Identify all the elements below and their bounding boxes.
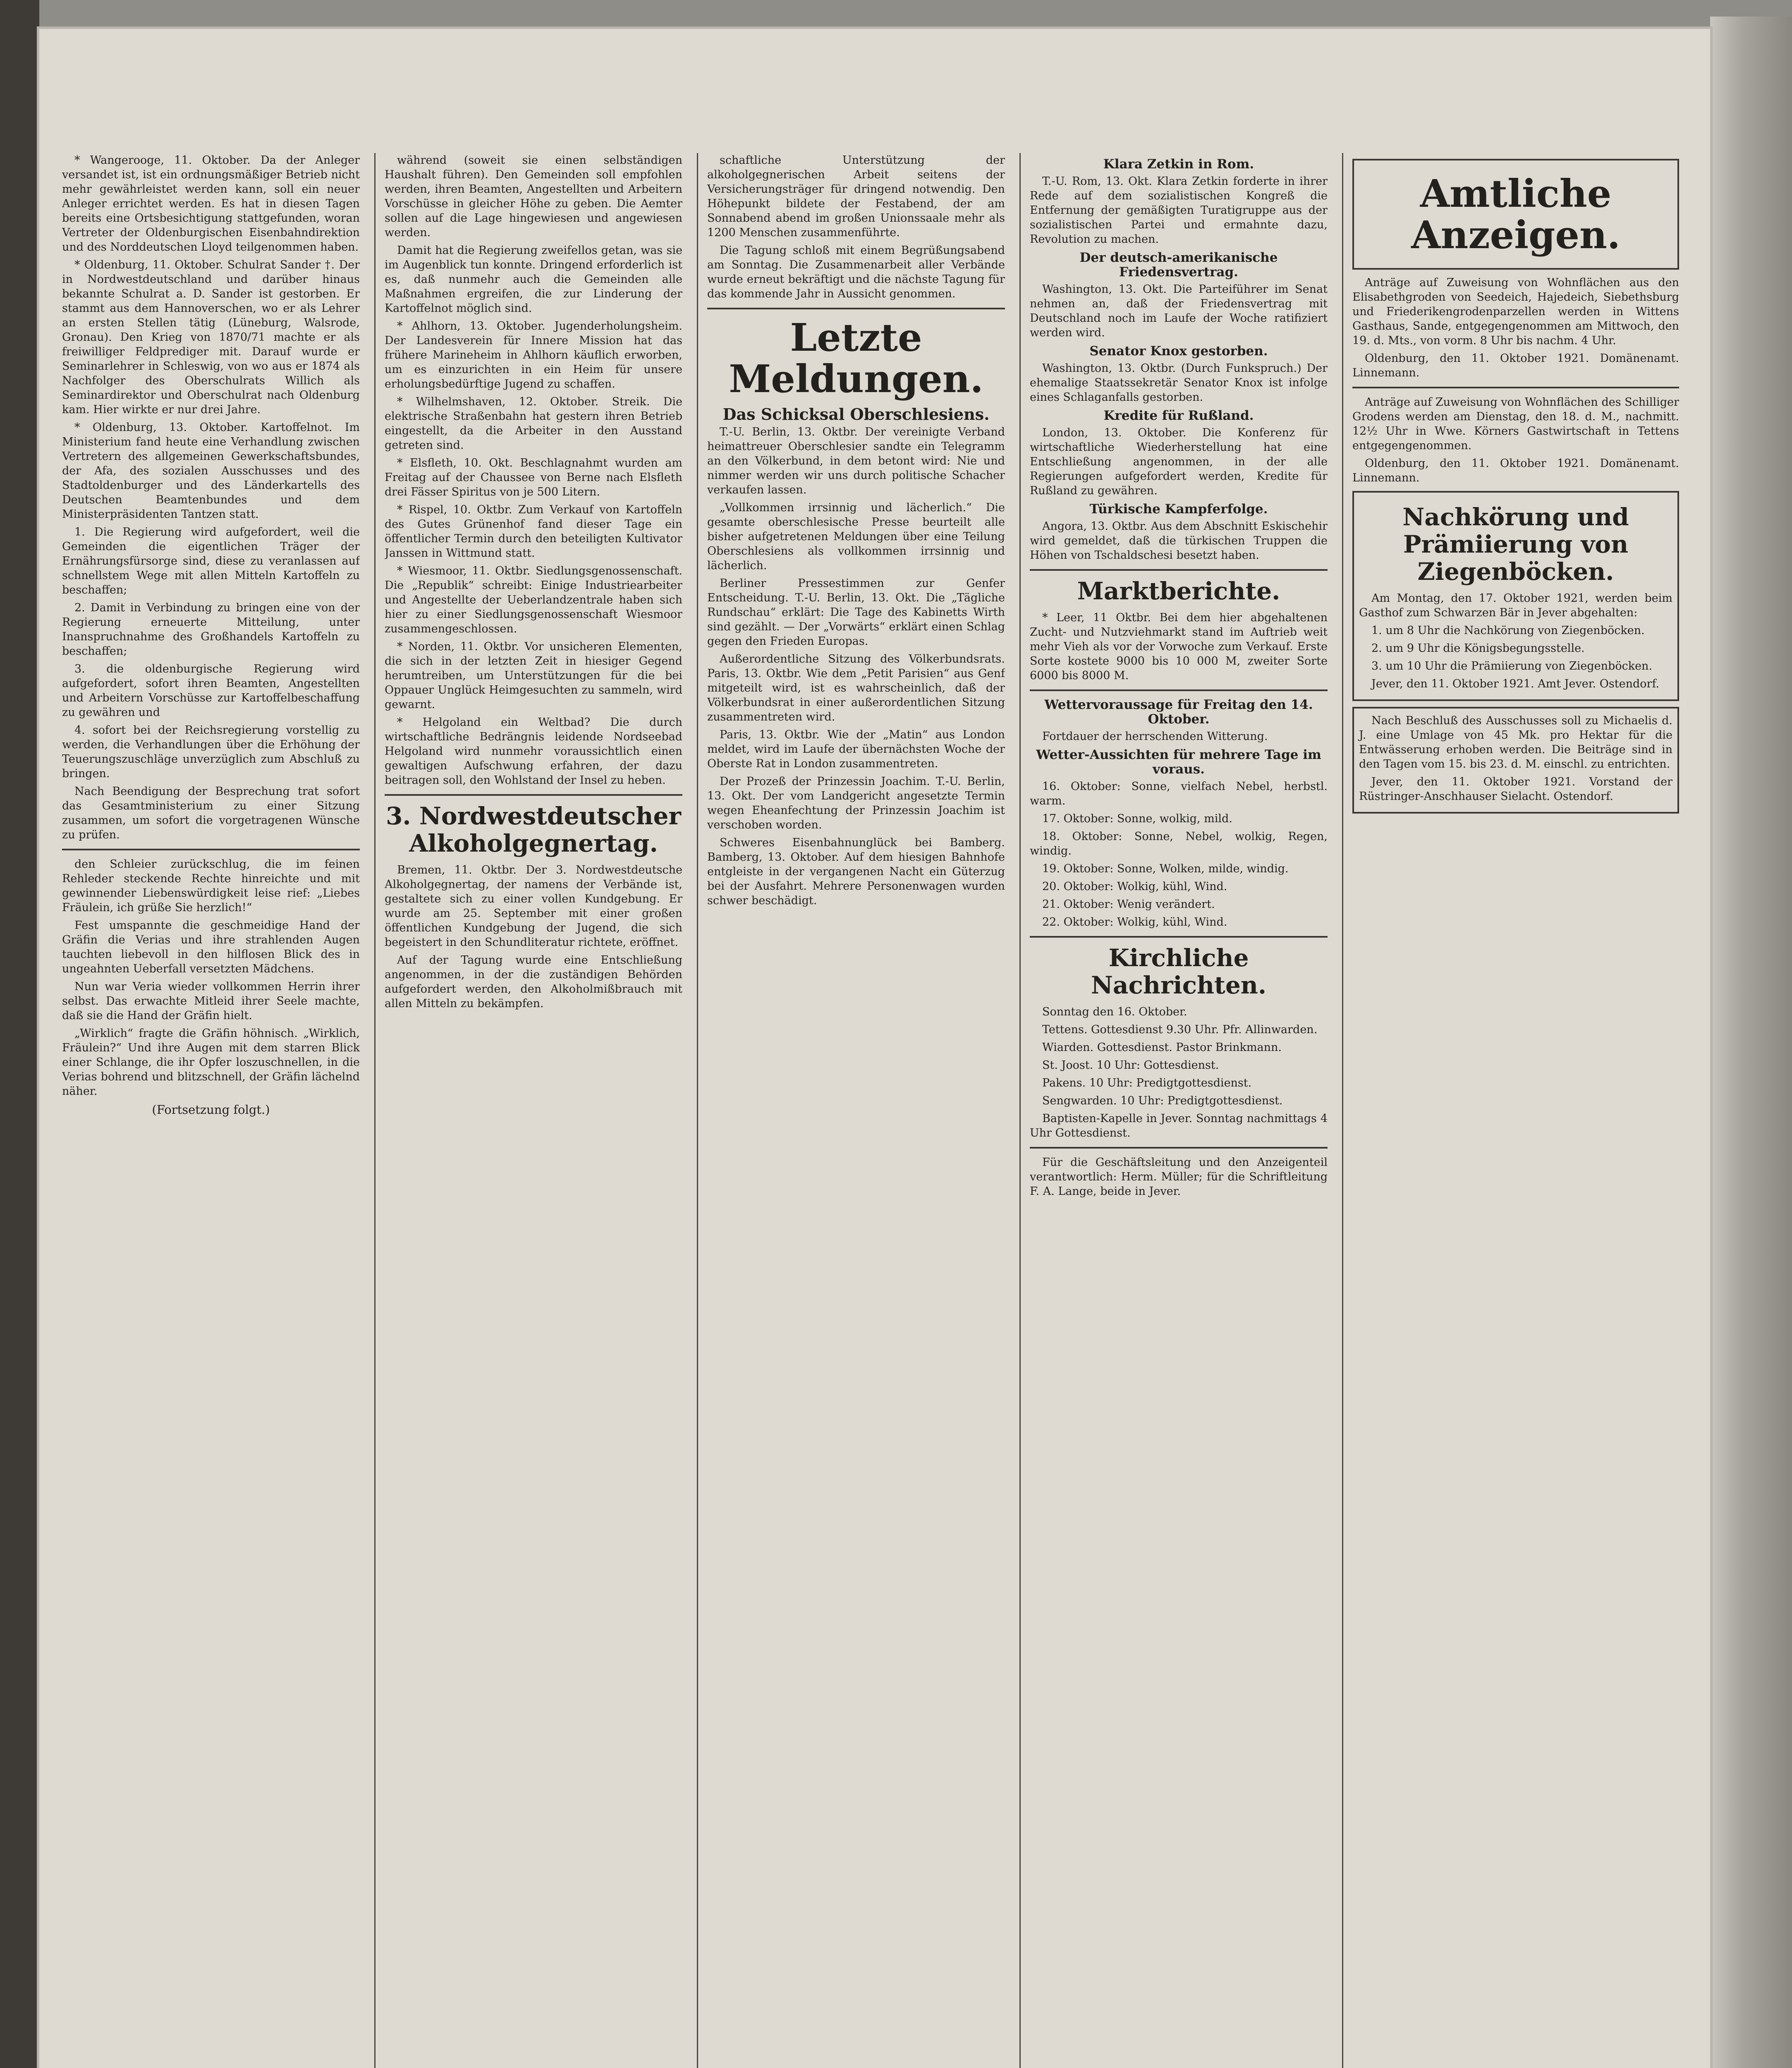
article-oldenburg-sander: * Oldenburg, 11. Oktober. Schulrat Sander †. Der in Nordwestdeutschland und darüber hinaus bekannte Schulrat a. D. Sander ist gestorben. Er stammt aus dem Hannoverschen, wo er als Lehrer an ersten Stellen tätig (Lüneburg, Walsrode, Gronau). Den Krieg von 1870/71 machte er als freiwilliger Feldprediger mit. Darauf wurde er Seminarlehrer in Schleswig, von wo aus er 1874 als Nachfolger des Oberschulrats Willich als Seminardirektor und Oberschulrat nach Oldenburg kam. Hier wirkte er nur drei Jahre.: [62, 258, 360, 416]
notice-ziegen-item: 2. um 9 Uhr die Königsbegungsstelle.: [1371, 642, 1585, 655]
article-wangerooge: * Wangerooge, 11. Oktober. Da der Anleger versandet ist, ist ein ordnungsmäßiger Betrieb nicht mehr gewährleistet werden kann, soll ein neuer Anleger errichtet werden. Es hat in diesen Tagen bereits eine Ortsbesichtigung stattgefunden, woran Vertreter der Oldenburgischen Eisenbahndirektion und des Norddeutschen Lloyd teilgenommen haben.: [62, 154, 360, 254]
notice-signature: Oldenburg, den 11. Oktober 1921. Domänenamt. Linnemann.: [1352, 352, 1679, 379]
church-service: Wiarden. Gottesdienst. Pastor Brinkmann.: [1042, 1041, 1282, 1054]
column-5: [1352, 153, 1679, 2068]
heading-friedensvertrag: Der deutsch-amerikanische Friedensvertrag.: [1079, 250, 1278, 280]
article-bremen: Bremen, 11. Oktbr. Der 3. Nordwestdeutsche Alkoholgegnertag, der namens der Verbände ist, gestaltete sich zu einer vollen Kundgebung. Er wurde am 25. September mit einer großen öffentlichen Kundgebung der Jugend, die sich begeistert in den Schundliteratur richtete, eröffnet.: [385, 864, 682, 949]
section-separator: [1352, 387, 1679, 388]
column-rule: [1342, 153, 1343, 2068]
serial-continued: (Fortsetzung folgt.): [152, 1103, 270, 1117]
headline-alkoholgegnertag: 3. Nordwestdeutscher Alkoholgegnertag.: [386, 802, 681, 857]
serial-story-1: den Schleier zurückschlug, die im feinen Rehleder steckende Rechte hinreichte und mit gewinnender Liebenswürdigkeit leise rief: „Liebes Fräulein, ich grüße Sie herzlich!“: [62, 858, 360, 914]
article-regierung: Damit hat die Regierung zweifellos getan, was sie im Augenblick tun konnte. Dringend erforderlich ist es, daß nunmehr auch die Gemeinden alle Maßnahmen ergreifen, die zur Linderung der Kartoffelnot möglich sind.: [385, 244, 682, 315]
sielacht-notice: [1352, 707, 1679, 814]
heading-zetkin: Klara Zetkin in Rom.: [1103, 157, 1254, 172]
headline-marktberichte: Marktberichte.: [1077, 577, 1280, 605]
notice-signature: Jever, den 11. Oktober 1921. Amt Jever. Ostendorf.: [1371, 677, 1660, 690]
church-service: Sengwarden. 10 Uhr: Predigtgottesdienst.: [1042, 1094, 1283, 1107]
article-voelkerbundsrat: Außerordentliche Sitzung des Völkerbundsrats. Paris, 13. Oktbr. Wie dem „Petit Parisien“ aus Genf mitgeteilt wird, ist es wahrscheinlich, daß der Völkerbundsrat in einer außerordentlichen Sitzung zusammentreten wird.: [707, 653, 1005, 723]
resolution-2: 2. Damit in Verbindung zu bringen eine von der Regierung erneuerte Mitteilung, unter Inanspruchnahme des Großhandels Kartoffeln zu beschaffen;: [62, 601, 360, 658]
article-wilhelmshaven: * Wilhelmshaven, 12. Oktober. Streik. Die elektrische Straßenbahn hat gestern ihren Betrieb eingestellt, da die Arbeiter in den Ausstand getreten sind.: [385, 395, 682, 452]
notice-elisabethgroden: Anträge auf Zuweisung von Wohnflächen aus den Elisabethgroden von Seedeich, Hajedeich, Siebethsburg und Friederikengrodenparzellen werden in Wittens Gasthaus, Sande, entgegengenommen am Mittwoch, den 19. d. Mts., von vorm. 8 Uhr bis nachm. 4 Uhr.: [1352, 276, 1679, 347]
binding-gutter: [0, 0, 39, 2068]
column-rule: [1019, 153, 1021, 2068]
weather-day: 19. Oktober: Sonne, Wolken, milde, windig.: [1042, 862, 1289, 875]
column-1: [62, 153, 360, 2068]
article-elsfleth: * Elsfleth, 10. Okt. Beschlagnahmt wurden am Freitag auf der Chaussee von Berne nach Elsfleth drei Fässer Spiritus von je 500 Litern.: [385, 457, 682, 498]
weather-day: 21. Oktober: Wenig verändert.: [1042, 898, 1215, 911]
imprint: Für die Geschäftsleitung und den Anzeigenteil verantwortlich: Herm. Müller; für die Schriftleitung F. A. Lange, beide in Jever.: [1030, 1156, 1328, 1198]
article-rispel: * Rispel, 10. Oktbr. Zum Verkauf von Kartoffeln des Gutes Grünenhof fand dieser Tage ein öffentlicher Termin durch den beteiligten Kultivator Janssen in Wittmund statt.: [385, 503, 682, 560]
article-entschliessung: Auf der Tagung wurde eine Entschließung angenommen, in der die zuständigen Behörden aufgefordert werden, den Alkoholmißbrauch mit allen Mitteln zu bekämpfen.: [385, 954, 682, 1010]
newspaper-page: [39, 29, 1710, 2068]
notice-schilliger-groden: Anträge auf Zuweisung von Wohnflächen des Schilliger Grodens werden am Dienstag, den 18. d. M., nachmitt. 12½ Uhr in Wwe. Körners Gastwirtschaft in Tettens entgegengenommen.: [1352, 396, 1679, 452]
church-service: Tettens. Gottesdienst 9.30 Uhr. Pfr. Allinwarden.: [1042, 1023, 1318, 1036]
article-vorschuesse: während (soweit sie einen selbständigen Haushalt führen). Den Gemeinden soll empfohlen werden, ihren Beamten, Angestellten und Arbeitern Vorschüsse in gleicher Höhe zu geben. Die Aemter sollen auf die Lage hingewiesen und angewiesen werden.: [385, 154, 682, 239]
section-separator: [1030, 1147, 1328, 1149]
column-rule: [374, 153, 376, 2068]
serial-story-4: „Wirklich“ fragte die Gräfin höhnisch. „Wirklich, Fräulein?“ Und ihre Augen mit dem starren Blick einer Schlange, die ihr Opfer loszuschnellen, in die Verias bohrend und blitzschnell, der Gräfin lächelnd näher.: [62, 1027, 360, 1098]
heading-wetteraussichten: Wetter-Aussichten für mehrere Tage im voraus.: [1036, 747, 1321, 777]
headline-kirchliche: Kirchliche Nachrichten.: [1091, 944, 1267, 999]
headline-ziegenboecke: Nachkörung und Prämiierung von Ziegenböcken.: [1402, 503, 1629, 586]
article-leer-markt: * Leer, 11 Oktbr. Bei dem hier abgehaltenen Zucht- und Nutzviehmarkt stand im Auftrieb weit mehr Vieh als vor der Vorwoche zum Verkauf. Erste Sorte kostete 9000 bis 10 000 M, zweiter Sorte 6000 bis 8000 M.: [1030, 611, 1328, 682]
weather-forecast: Fortdauer der herrschenden Witterung.: [1042, 730, 1268, 743]
article-wiesmoor: * Wiesmoor, 11. Oktbr. Siedlungsgenossenschaft. Die „Republik“ schreibt: Einige Industriearbeiter und Angestellte der Ueberlandzentrale haben sich hier zu einer Siedlungsgenossenschaft Wiesmoor zusammengeschlossen.: [385, 565, 682, 635]
article-irrsinnig: „Vollkommen irrsinnig und lächerlich.“ Die gesamte oberschlesische Presse beurteilt alle bisher aufgetretenen Meldungen über eine Teilung Oberschlesiens als vollkommen irrsinnig und lächerlich.: [707, 501, 1005, 572]
weather-day: 17. Oktober: Sonne, wolkig, mild.: [1042, 812, 1232, 825]
resolution-4: 4. sofort bei der Reichsregierung vorstellig zu werden, die Verhandlungen über die Erhöhung der Teuerungszuschläge unverzüglich zum Abschluß zu bringen.: [62, 724, 360, 780]
notice-sielacht: Nach Beschluß des Ausschusses soll zu Michaelis d. J. eine Umlage von 45 Mk. pro Hektar für die Entwässerung erhoben werden. Die Beiträge sind in den Tagen vom 15. bis 23. d. M. einschl. zu entrichten.: [1359, 714, 1672, 771]
article-oberschlesier: T.-U. Berlin, 13. Oktbr. Der vereinigte Verband heimattreuer Oberschlesier sandte ein Telegramm an den Völkerbund, in dem betont wird: Nie und nimmer werden wir uns durch politische Schacher verkaufen lassen.: [707, 426, 1005, 496]
weather-day: 16. Oktober: Sonne, vielfach Nebel, herbstl. warm.: [1030, 780, 1328, 807]
notice-ziegen-item: 1. um 8 Uhr die Nachkörung von Ziegenböcken.: [1371, 624, 1645, 637]
article-zetkin: T.-U. Rom, 13. Okt. Klara Zetkin forderte in ihrer Rede auf dem sozialistischen Kongreß die Entfernung der gemäßigten Turatigruppe aus der sozialistischen Partei und ermahnte dazu, Revolution zu machen.: [1030, 175, 1328, 246]
article-kartoffelnot: * Oldenburg, 13. Oktober. Kartoffelnot. Im Ministerium fand heute eine Verhandlung zwischen Vertretern des allgemeinen Gewerkschaftsbundes, der Afa, des sozialen Ausschusses und des Stadtoldenburger und des Länderkartells des Deutschen Beamtenbundes und dem Ministerpräsidenten Tantzen statt.: [62, 421, 360, 521]
church-service: St. Joost. 10 Uhr: Gottesdienst.: [1042, 1059, 1219, 1072]
article-friedensvertrag: Washington, 13. Okt. Die Parteiführer im Senat nehmen an, daß der Friedensvertrag mit Deutschland noch im Laufe der Woche ratifiziert werden wird.: [1030, 283, 1328, 339]
section-separator: [707, 308, 1005, 309]
article-ahlhorn: * Ahlhorn, 13. Oktober. Jugenderholungsheim. Der Landesverein für Innere Mission hat das frühere Marineheim in Ahlhorn käuflich erworben, um es einzurichten in ein Heim für unsere erholungsbedürftige Jugend zu schaffen.: [385, 320, 682, 390]
weather-day: 18. Oktober: Sonne, Nebel, wolkig, Regen, windig.: [1030, 830, 1328, 857]
article-knox: Washington, 13. Oktbr. (Durch Funkspruch.) Der ehemalige Staatssekretär Senator Knox ist infolge eines Schlaganfalls gestorben.: [1030, 362, 1328, 404]
article-gesamtministerium: Nach Beendigung der Besprechung trat sofort das Gesamtministerium zu einer Sitzung zusammen, um sofort die vorgetragenen Wünsche zu prüfen.: [62, 785, 360, 841]
resolution-1: 1. Die Regierung wird aufgefordert, weil die Gemeinden die eigentlichen Träger der Ernährungsfürsorge sind, diese zu veranlassen auf schnellstem Wege mit allen Mitteln Kartoffeln zu beschaffen;: [62, 526, 360, 596]
fold-separator: [62, 849, 360, 850]
headline-amtliche-anzeigen: Amtliche Anzeigen.: [1411, 171, 1620, 257]
church-date: Sonntag den 16. Oktober.: [1042, 1005, 1187, 1018]
church-service: Pakens. 10 Uhr: Predigtgottesdienst.: [1042, 1077, 1252, 1089]
column-4: [1030, 153, 1328, 2068]
article-alkohol-cont: schaftliche Unterstützung der alkoholgegnerischen Arbeit seitens der Versicherungsträger für dringend notwendig. Den Höhepunkt bildete der Festabend, der am Sonnabend abend im großen Unionssaale mehr als 1200 Menschen zusammenführte.: [707, 154, 1005, 239]
column-3: [707, 153, 1005, 2068]
page-edge: [1710, 17, 1792, 2068]
notice-signature: Oldenburg, den 11. Oktober 1921. Domänenamt. Linnemann.: [1352, 457, 1679, 484]
article-alkohol-end: Die Tagung schloß mit einem Begrüßungsabend am Sonntag. Die Zusammenarbeit aller Verbände wurde erneut bekräftigt und die nächste Tagung für das kommende Jahr in Aussicht genommen.: [707, 244, 1005, 300]
heading-tuerkisch: Türkische Kampferfolge.: [1089, 502, 1268, 517]
ziegenboecke-notice: [1352, 491, 1679, 701]
section-separator: [1030, 936, 1328, 938]
article-norden: * Norden, 11. Oktbr. Vor unsicheren Elementen, die sich in der letzten Zeit in hiesiger Gegend herumtreiben, um Unterstützungen für die bei Oppauer Unglück Heimgesuchten zu sammeln, wird gewarnt.: [385, 640, 682, 711]
headline-letzte-meldungen: Letzte Meldungen.: [729, 315, 983, 401]
heading-knox: Senator Knox gestorben.: [1089, 344, 1268, 359]
section-separator: [385, 794, 682, 796]
church-baptisten: Baptisten-Kapelle in Jever. Sonntag nachmittags 4 Uhr Gottesdienst.: [1030, 1112, 1328, 1139]
subheadline-oberschlesien: Das Schicksal Oberschlesiens.: [723, 405, 990, 424]
heading-kredite: Kredite für Rußland.: [1103, 408, 1254, 423]
notice-ziegen-intro: Am Montag, den 17. Oktober 1921, werden beim Gasthof zum Schwarzen Bär in Jever abgehalten:: [1359, 592, 1672, 619]
article-paris-matin: Paris, 13. Oktbr. Wie der „Matin“ aus London meldet, wird im Laufe der übernächsten Woche der Oberste Rat in London zusammentreten.: [707, 728, 1005, 770]
serial-story-3: Nun war Veria wieder vollkommen Herrin ihrer selbst. Das erwachte Mitleid ihrer Seele machte, daß sie die Hand der Gräfin hielt.: [62, 980, 360, 1022]
section-separator: [1030, 689, 1328, 691]
article-helgoland: * Helgoland ein Weltbad? Die durch wirtschaftliche Bedrängnis leidende Nordseebad Helgoland wird nunmehr voraussichtlich einen gewaltigen Aufschwung erfahren, der dazu beitragen soll, den Wohlstand der Insel zu heben.: [385, 716, 682, 787]
article-kredite: London, 13. Oktober. Die Konferenz für wirtschaftliche Wiederherstellung hat eine Entschließung angenommen, in der alle Regierungen aufgefordert werden, Kredite für Rußland zu gewähren.: [1030, 426, 1328, 497]
article-pressestimmen: Berliner Pressestimmen zur Genfer Entscheidung. T.-U. Berlin, 13. Okt. Die „Tägliche Rundschau“ erklärt: Die Tage des Kabinetts Wirth sind gezählt. — Der „Vorwärts“ erklärt einen Schlag gegen den Frieden Europas.: [707, 577, 1005, 648]
article-bamberg: Schweres Eisenbahnunglück bei Bamberg. Bamberg, 13. Oktober. Auf dem hiesigen Bahnhofe entgleiste in der vergangenen Nacht ein Güterzug bei der Ausfahrt. Mehrere Personenwagen wurden schwer beschädigt.: [707, 836, 1005, 907]
section-separator: [1030, 569, 1328, 571]
resolution-3: 3. die oldenburgische Regierung wird aufgefordert, sofort ihren Beamten, Angestellten und Arbeitern Vorschüsse zur Kartoffelbeschaffung zu gewähren und: [62, 663, 360, 719]
serial-story-2: Fest umspannte die geschmeidige Hand der Gräfin die Verias und ihre strahlenden Augen tauchten liebevoll in den hilflosen Blick des in ungeahnten Ueberfall versetzten Mädchens.: [62, 919, 360, 975]
weather-day: 22. Oktober: Wolkig, kühl, Wind.: [1042, 916, 1227, 929]
article-prinzessin: Der Prozeß der Prinzessin Joachim. T.-U. Berlin, 13. Okt. Der vom Landgericht angesetzte Termin wegen Eheanfechtung der Prinzessin Joachim ist verschoben worden.: [707, 775, 1005, 831]
notice-signature: Jever, den 11. Oktober 1921. Vorstand der Rüstringer-Anschhauser Sielacht. Ostendorf.: [1359, 776, 1672, 803]
column-2: [385, 153, 682, 2068]
article-tuerkisch: Angora, 13. Oktbr. Aus dem Abschnitt Eskischehir wird gemeldet, daß die türkischen Truppen die Höhen von Tschaldschesi besetzt haben.: [1030, 520, 1328, 562]
notice-ziegen-item: 3. um 10 Uhr die Prämiierung von Ziegenböcken.: [1371, 660, 1653, 673]
weather-day: 20. Oktober: Wolkig, kühl, Wind.: [1042, 880, 1227, 893]
column-rule: [697, 153, 698, 2068]
amtliche-anzeigen-banner: [1352, 159, 1679, 270]
heading-wettervoraussage: Wettervoraussage für Freitag den 14. Oktober.: [1044, 697, 1313, 727]
